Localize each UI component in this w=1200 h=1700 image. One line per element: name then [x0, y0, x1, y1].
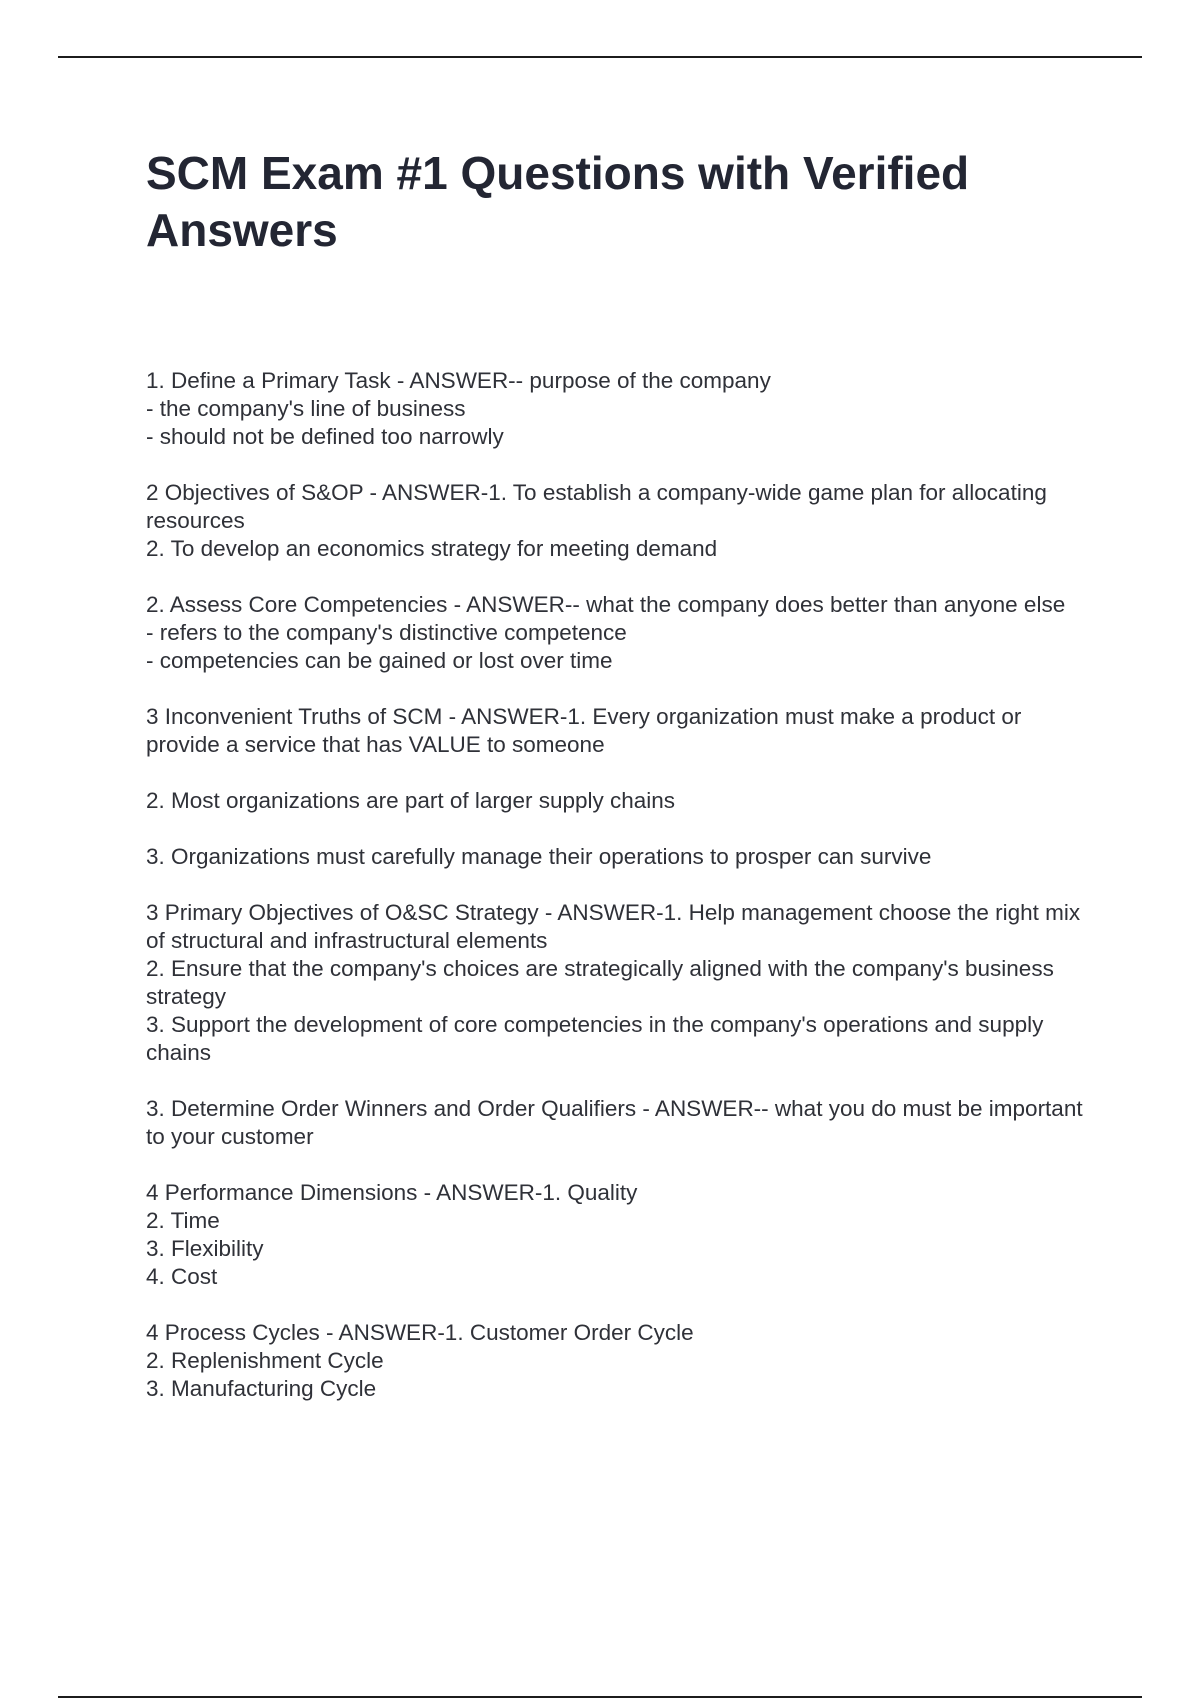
qa-block [146, 899, 1096, 1067]
qa-question-line: 3 Primary Objectives of O&SC Strategy - ANSWER-1. Help management choose the right mix of structural and infrastructural elements [146, 900, 1087, 953]
qa-block [146, 1319, 1096, 1403]
qa-answer-line: 2. Time [146, 1208, 220, 1233]
qa-question-line: 2. Assess Core Competencies - ANSWER-- what the company does better than anyone else [146, 592, 1066, 617]
qa-answer-line: - the company's line of business [146, 396, 466, 421]
qa-question-line: 3. Organizations must carefully manage their operations to prosper can survive [146, 844, 932, 869]
qa-block [146, 1179, 1096, 1291]
bottom-rule [58, 1696, 1142, 1698]
qa-block [146, 591, 1096, 675]
qa-question-line: 3 Inconvenient Truths of SCM - ANSWER-1. Every organization must make a product or provide a service that has VALUE to someone [146, 704, 1028, 757]
qa-question-line: 4 Performance Dimensions - ANSWER-1. Quality [146, 1180, 638, 1205]
qa-question-line: 2 Objectives of S&OP - ANSWER-1. To establish a company-wide game plan for allocating resources [146, 480, 1054, 533]
qa-question-line: 4 Process Cycles - ANSWER-1. Customer Order Cycle [146, 1320, 694, 1345]
qa-block [146, 479, 1096, 563]
qa-answer-line: 2. Replenishment Cycle [146, 1348, 384, 1373]
qa-block [146, 1095, 1096, 1151]
qa-answer-line: 2. To develop an economics strategy for meeting demand [146, 536, 718, 561]
qa-answer-line: 3. Support the development of core competencies in the company's operations and supply chains [146, 1012, 1050, 1065]
qa-answer-line: 3. Flexibility [146, 1236, 264, 1261]
qa-answer-line: 2. Ensure that the company's choices are strategically aligned with the company's business strategy [146, 956, 1061, 1009]
qa-block [146, 367, 1096, 451]
qa-block [146, 703, 1096, 759]
qa-question-line: 3. Determine Order Winners and Order Qualifiers - ANSWER-- what you do must be important to your customer [146, 1096, 1089, 1149]
qa-answer-line: - competencies can be gained or lost over time [146, 648, 613, 673]
qa-answer-line: - refers to the company's distinctive competence [146, 620, 627, 645]
qa-question-line: 1. Define a Primary Task - ANSWER-- purpose of the company [146, 368, 771, 393]
qa-answer-line: 3. Manufacturing Cycle [146, 1376, 377, 1401]
qa-question-line: 2. Most organizations are part of larger supply chains [146, 788, 676, 813]
qa-list [146, 367, 1096, 1431]
qa-answer-line: 4. Cost [146, 1264, 218, 1289]
top-rule [58, 56, 1142, 58]
qa-answer-line: - should not be defined too narrowly [146, 424, 504, 449]
qa-block [146, 787, 1096, 815]
page-title: SCM Exam #1 Questions with Verified Answers [146, 147, 970, 256]
qa-block [146, 843, 1096, 871]
